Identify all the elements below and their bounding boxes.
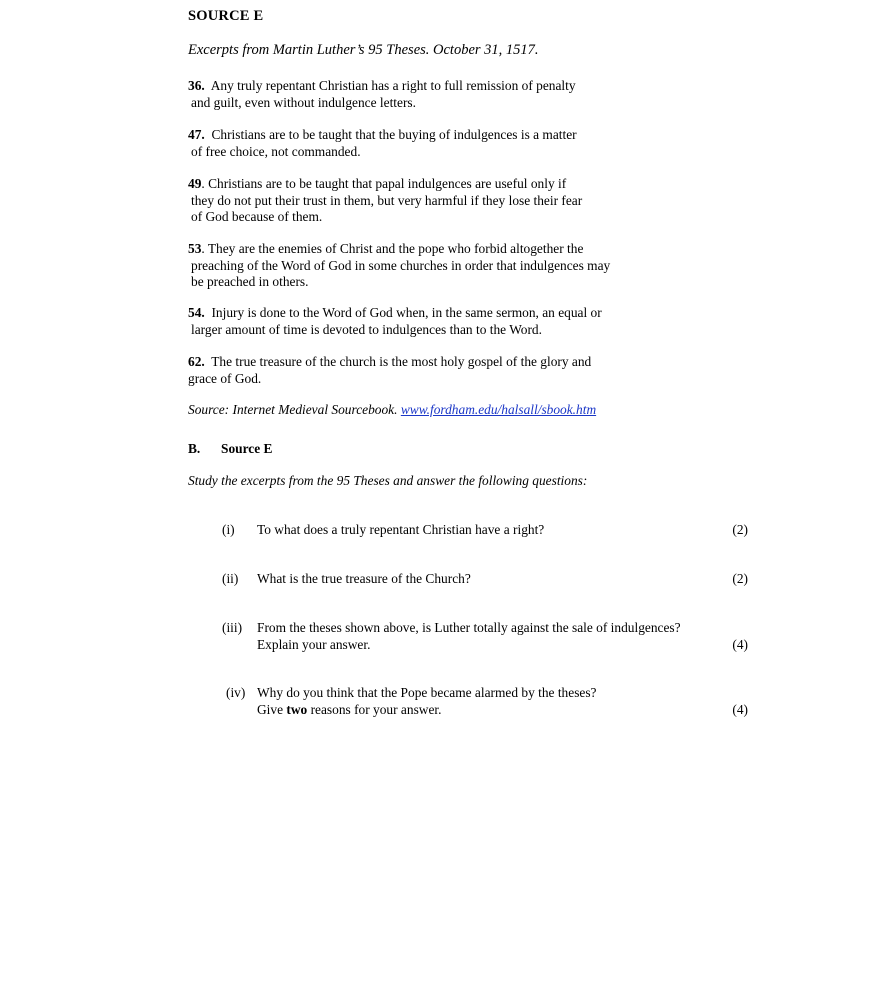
thesis-text: . Christians are to be taught that papal indulgences are useful only if [201,176,567,191]
thesis-36 [188,78,658,111]
thesis-text: and guilt, even without indulgence letters. [191,94,416,110]
source-subtitle: Excerpts from Martin Luther’s 95 Theses. October 31, 1517. [188,42,539,58]
thesis-47 [188,127,658,160]
thesis-text: larger amount of time is devoted to indulgences than to the Word. [191,321,542,337]
thesis-line [188,127,658,144]
section-b-heading [188,441,272,457]
question-line: Why do you think that the Pope became alarmed by the theses? [257,685,597,700]
thesis-62 [188,354,658,387]
question-marks: (2) [732,522,748,537]
question-text [257,620,681,653]
thesis-text: grace of God. [188,370,262,386]
source-citation [188,402,596,418]
source-link[interactable]: www.fordham.edu/halsall/sbook.htm [400,402,597,417]
source-heading: SOURCE E [188,8,264,24]
section-label: B. [188,441,201,456]
thesis-text: preaching of the Word of God in some churches in order that indulgences may [191,257,611,273]
thesis-number: 62. [188,354,205,369]
question-line-part: Give [257,701,287,717]
question-line-part: reasons for your answer. [307,701,442,717]
thesis-text: be preached in others. [191,274,309,289]
thesis-54 [188,305,658,338]
thesis-number: 49 [188,176,202,191]
thesis-line [188,354,658,371]
section-title: Source E [221,441,273,456]
thesis-number: 53 [188,241,202,256]
thesis-53 [188,241,658,291]
question-text [257,522,544,539]
thesis-line [188,176,658,193]
question-number: (iv) [226,685,246,700]
thesis-number: 54. [188,305,205,320]
thesis-text: Injury is done to the Word of God when, in the same sermon, an equal or [211,305,602,320]
thesis-text: of free choice, not commanded. [191,143,361,159]
question-line: To what does a truly repentant Christian have a right? [257,522,545,537]
question-line [257,702,597,719]
question-marks: (4) [732,636,748,652]
thesis-line [188,241,658,258]
thesis-text: The true treasure of the church is the most holy gospel of the glory and [211,354,592,369]
thesis-line [188,305,658,322]
instructions: Study the excerpts from the 95 Theses and answer the following questions: [188,473,588,488]
thesis-49 [188,176,658,226]
question-number: (iii) [222,620,243,635]
question-text [257,685,597,718]
question-text [257,571,471,588]
thesis-number: 36. [188,78,205,93]
thesis-text: Christians are to be taught that the buying of indulgences is a matter [211,127,577,142]
question-marks: (2) [732,571,748,586]
thesis-text: Any truly repentant Christian has a right to full remission of penalty [210,78,576,93]
question-line: From the theses shown above, is Luther totally against the sale of indulgences? [257,620,681,635]
question-number: (ii) [222,571,239,586]
thesis-line [188,78,658,95]
question-number: (i) [222,522,235,537]
thesis-text: of God because of them. [191,209,323,224]
question-line: What is the true treasure of the Church? [257,571,471,586]
question-line: Explain your answer. [257,636,371,652]
thesis-text: . They are the enemies of Christ and the pope who forbid altogether the [201,241,584,256]
source-prefix: Source: Internet Medieval Sourcebook. [188,402,398,417]
thesis-text: they do not put their trust in them, but very harmful if they lose their fear [191,192,583,208]
thesis-number: 47. [188,127,205,142]
question-marks: (4) [732,701,748,717]
emphasis-two: two [286,701,308,717]
